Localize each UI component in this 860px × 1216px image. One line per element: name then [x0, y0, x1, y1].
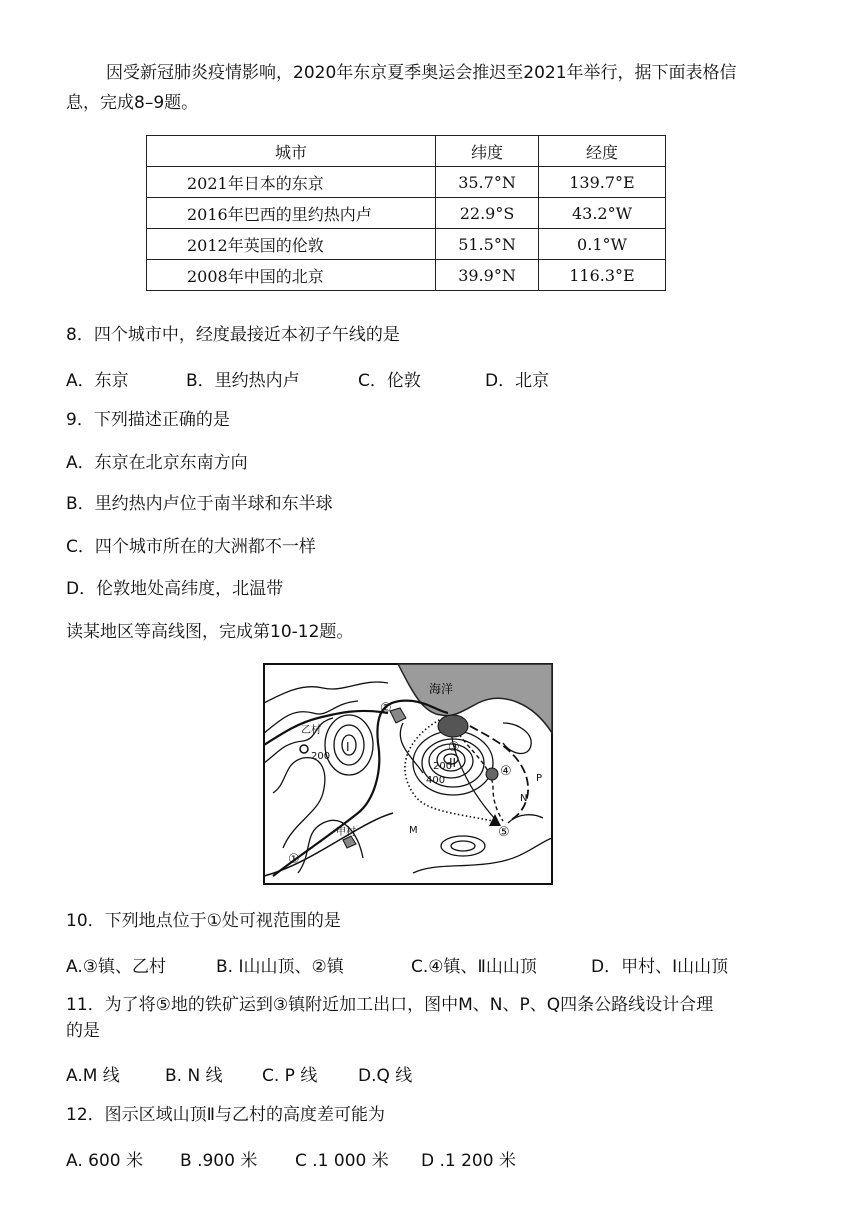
contour-label-200: 200	[433, 761, 453, 772]
cell-city: 2016年巴西的里约热内卢	[147, 198, 436, 229]
q10-option-d: D．甲村、Ⅰ山山顶	[591, 957, 729, 977]
q10-stem: 10．下列地点位于①处可视范围的是	[66, 911, 341, 931]
cell-city: 2008年中国的北京	[147, 260, 436, 291]
cell-latitude: 51.5°N	[436, 229, 539, 260]
q11-option-d: D.Q 线	[358, 1066, 413, 1086]
q8-option-c: C．伦敦	[358, 371, 421, 391]
cell-longitude: 116.3°E	[539, 260, 666, 291]
q10-option-c: C.④镇、Ⅱ山山顶	[411, 957, 537, 977]
q11-option-a: A.M 线	[66, 1066, 120, 1086]
cell-latitude: 39.9°N	[436, 260, 539, 291]
cell-longitude: 0.1°W	[539, 229, 666, 260]
town-3-marker	[438, 715, 468, 737]
mark-4-label: ④	[500, 764, 512, 779]
peak-1-label: I	[346, 740, 350, 754]
intro-text: 因受新冠肺炎疫情影响，2020年东京夏季奥运会推迟至2021年举行，据下面表格信息，完成8–9题。	[66, 63, 737, 113]
q9-option-d: D．伦敦地处高纬度，北温带	[66, 579, 284, 599]
q9-stem: 9．下列描述正确的是	[66, 410, 230, 430]
map-intro: 读某地区等高线图，完成第10-12题。	[66, 622, 354, 642]
route-m-label: M	[409, 825, 418, 836]
cell-city: 2012年英国的伦敦	[147, 229, 436, 260]
q10-option-a: A.③镇、乙村	[66, 957, 166, 977]
cell-latitude: 22.9°S	[436, 198, 539, 229]
q8-stem: 8．四个城市中，经度最接近本初子午线的是	[66, 325, 400, 345]
q8-option-a: A．东京	[66, 371, 129, 391]
q9-option-b: B．里约热内卢位于南半球和东半球	[66, 494, 333, 514]
contour-label-400: 400	[426, 775, 446, 786]
table-header-row	[147, 136, 666, 167]
header-city: 城市	[147, 136, 436, 167]
cell-longitude: 43.2°W	[539, 198, 666, 229]
header-longitude: 经度	[539, 136, 666, 167]
q12-stem: 12．图示区域山顶Ⅱ与乙村的高度差可能为	[66, 1105, 385, 1125]
village-jia-label: 甲村	[336, 827, 356, 838]
ocean-label: 海洋	[428, 682, 454, 696]
q12-option-a: A. 600 米	[66, 1151, 143, 1171]
table-row	[147, 167, 666, 198]
q12-option-d: D .1 200 米	[421, 1151, 516, 1171]
contour-map	[263, 663, 553, 885]
q11-option-c: C. P 线	[262, 1066, 318, 1086]
mark-3-label: ③	[448, 740, 460, 755]
route-n-label: N	[520, 793, 528, 804]
mark-2-label: ②	[380, 701, 392, 716]
mark-5-label: ⑤	[498, 825, 510, 840]
q8-option-b: B．里约热内卢	[186, 371, 300, 391]
peak-2-label: II	[449, 756, 457, 770]
city-table	[146, 135, 666, 291]
q12-option-c: C .1 000 米	[295, 1151, 389, 1171]
mark-1-label: ①	[288, 852, 300, 867]
table-row	[147, 229, 666, 260]
header-latitude: 纬度	[436, 136, 539, 167]
contour-label-200: 200	[311, 751, 331, 762]
village-yi-marker	[300, 745, 308, 753]
cell-latitude: 35.7°N	[436, 167, 539, 198]
q10-option-b: B. Ⅰ山山顶、②镇	[216, 957, 344, 977]
q8-option-d: D．北京	[485, 371, 550, 391]
route-p-label: P	[536, 773, 543, 784]
town-4-marker	[486, 768, 498, 780]
cell-longitude: 139.7°E	[539, 167, 666, 198]
q11-stem-line2: 的是	[66, 1021, 100, 1041]
q9-option-a: A．东京在北京东南方向	[66, 453, 248, 473]
table-row	[147, 198, 666, 229]
q11-option-b: B. N 线	[165, 1066, 223, 1086]
village-yi-label: 乙村	[301, 725, 321, 736]
cell-city: 2021年日本的东京	[147, 167, 436, 198]
q12-option-b: B .900 米	[180, 1151, 258, 1171]
q9-option-c: C．四个城市所在的大洲都不一样	[66, 537, 316, 557]
q11-stem-line1: 11．为了将⑤地的铁矿运到③镇附近加工出口，图中M、N、P、Q四条公路线设计合理	[66, 995, 714, 1015]
table-row	[147, 260, 666, 291]
